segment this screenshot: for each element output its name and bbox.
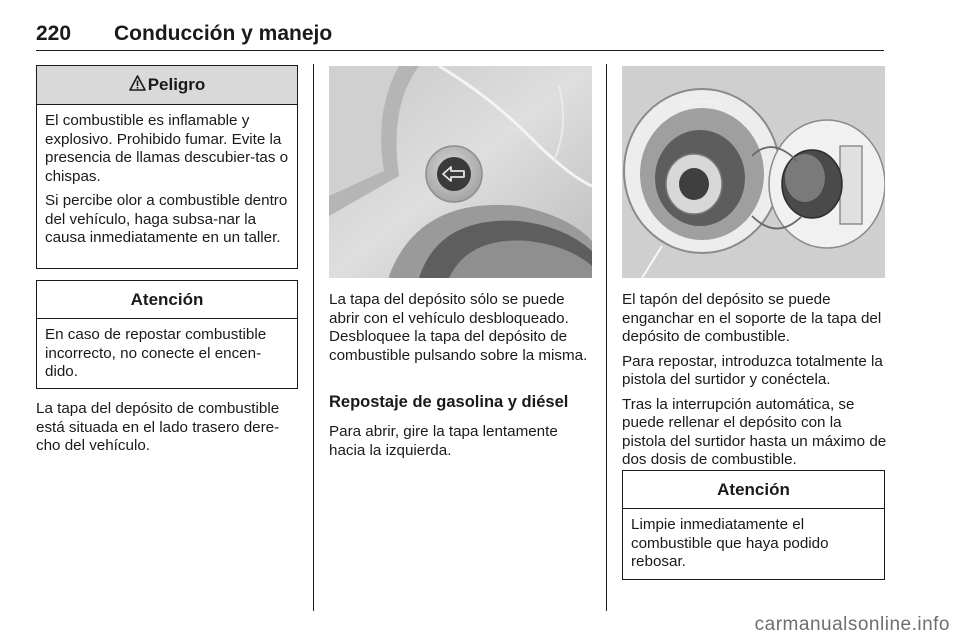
col2-text-2: [329, 423, 595, 466]
caution-text: Limpie inmediatamente el combustible que haya podido rebosar.: [631, 516, 829, 570]
caution-box-header: [623, 471, 884, 509]
danger-paragraph: Si percibe olor a combustible dentro del vehículo, haga subsa-nar la causa inmediatamente en un taller.: [45, 192, 288, 246]
fuel-cap-illustration: [622, 66, 885, 278]
danger-box: [36, 65, 298, 269]
caution-text: En caso de repostar combustible incorrecto, no conecte el encen-dido.: [45, 326, 267, 380]
fuel-flap-illustration: [329, 66, 592, 278]
page-number: 220: [36, 22, 72, 45]
body-paragraph: El tapón del depósito se puede enganchar en el soporte de la tapa del depósito de combustible.: [622, 291, 882, 345]
caution-box-body: [37, 319, 297, 394]
caution-box: [36, 280, 298, 389]
col2-text: [329, 291, 595, 371]
body-paragraph: Para repostar, introduzca totalmente la pistola del surtidor y conéctela.: [622, 352, 883, 388]
section-heading: Repostaje de gasolina y diésel: [329, 393, 569, 411]
page-title: Conducción y manejo: [114, 22, 333, 45]
danger-box-title: Peligro: [147, 75, 206, 94]
body-paragraph: Tras la interrupción automática, se puede rellenar el depósito con la pistola del surtidor hasta un máximo de dos dosis de combustible.: [622, 395, 887, 468]
caution-box: [622, 470, 885, 580]
column-divider: [606, 64, 607, 611]
danger-box-body: [37, 105, 297, 260]
col3-text: [622, 291, 888, 476]
body-paragraph: Para abrir, gire la tapa lentamente hacia la izquierda.: [329, 423, 558, 459]
warning-triangle-icon: [129, 75, 146, 96]
column-divider: [313, 64, 314, 611]
page-header: [36, 22, 884, 52]
caution-box-title: Atención: [130, 289, 204, 309]
caution-box-body: [623, 509, 884, 584]
danger-box-header: [37, 66, 297, 105]
header-divider: [36, 50, 884, 51]
caution-box-title: Atención: [717, 479, 790, 499]
body-paragraph: La tapa del depósito de combustible está situada en el lado trasero dere-cho del vehículo.: [36, 400, 280, 454]
watermark: carmanualsonline.info: [754, 614, 950, 635]
body-text: [36, 400, 300, 462]
caution-box-header: [37, 281, 297, 319]
danger-paragraph: El combustible es inflamable y explosivo. Prohibido fumar. Evite la presencia de llamas descubier-tas o chispas.: [45, 112, 289, 185]
body-paragraph: La tapa del depósito sólo se puede abrir con el vehículo desbloqueado. Desbloquee la tapa del depósito de combustible pulsando sobre la misma.: [329, 291, 588, 364]
